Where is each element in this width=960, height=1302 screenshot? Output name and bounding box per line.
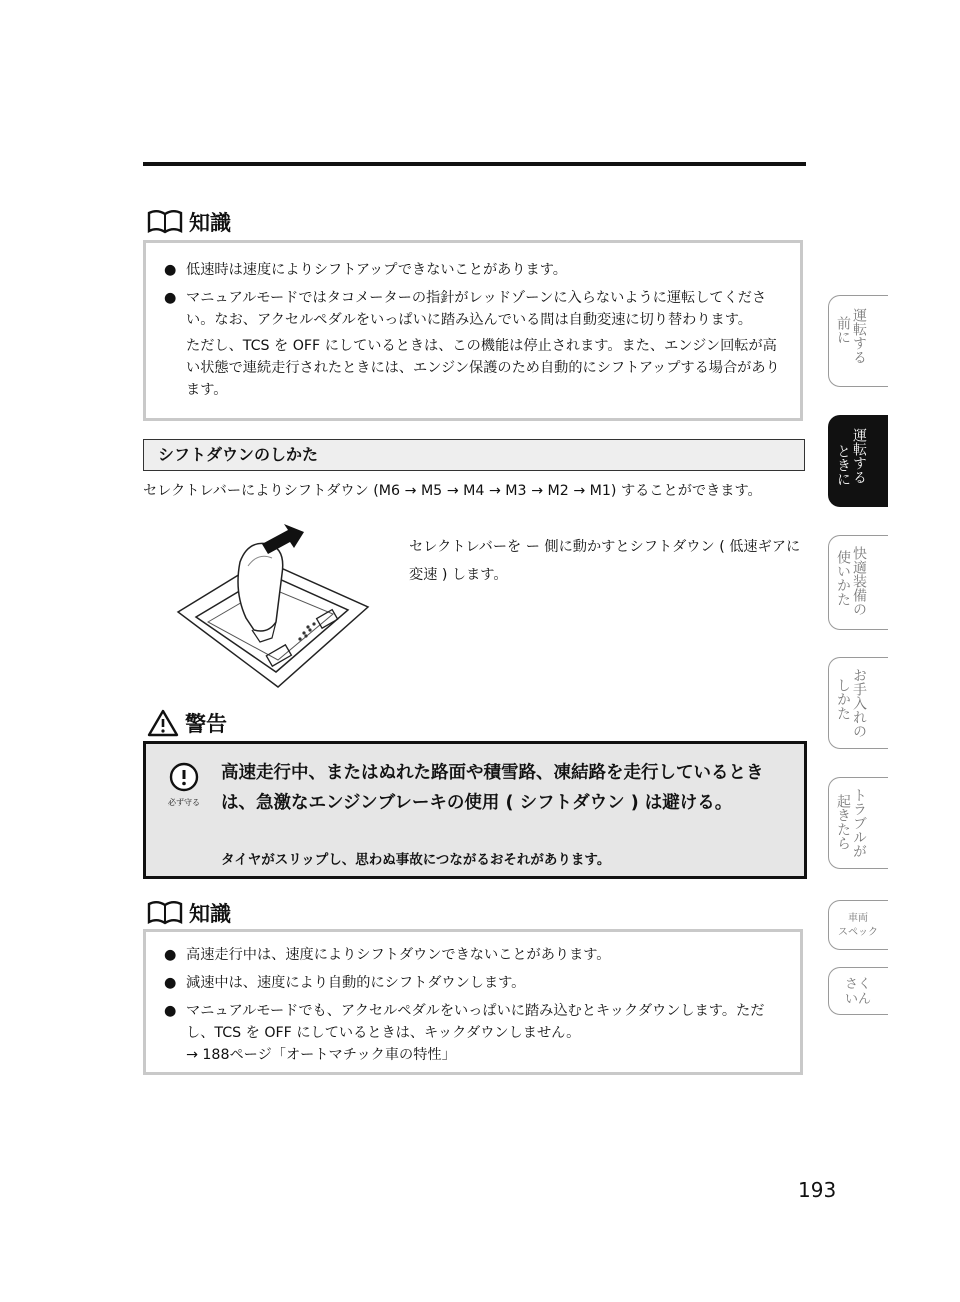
list-item: ● マニュアルモードでも、アクセルペダルをいっぱいに踏み込むとキックダウンします。ただし、TCS を OFF にしているときは、キックダウンしません。 → 188ページ「オートマチック車の特性」: [154, 1000, 784, 1066]
section-title: シフトダウンのしかた: [143, 439, 805, 471]
top-rule: [143, 162, 806, 166]
must-follow-label: 必ず守る: [168, 798, 200, 807]
list-item: ● 高速走行中は、速度によりシフトダウンできないことがあります。: [164, 947, 611, 963]
knowledge-heading-text: 知識: [189, 211, 231, 235]
figure-caption: セレクトレバーを ー 側に動かすとシフトダウン ( 低速ギアに変速 ) します。: [409, 539, 801, 583]
tab-index[interactable]: さく いん: [828, 967, 888, 1015]
warning-box: [143, 741, 807, 879]
tab-vehicle-specs[interactable]: 車両 スペック: [828, 900, 888, 950]
tab-while-driving[interactable]: 運転する ときに: [828, 415, 888, 507]
page-number: 193: [798, 1178, 837, 1202]
select-lever-illustration: [168, 522, 378, 700]
warning-heading: [147, 708, 227, 738]
book-icon: [147, 209, 183, 235]
knowledge-box-2: [143, 929, 803, 1075]
warning-main-text: 高速走行中、またはぬれた路面や積雪路、凍結路を走行しているときは、急激なエンジンブレーキの使用 ( シフトダウン ) は避ける。: [221, 763, 764, 813]
knowledge-heading-2: [147, 898, 231, 928]
knowledge-heading-1: [147, 207, 231, 237]
list-item: ● 減速中は、速度により自動的にシフトダウンします。: [164, 975, 526, 991]
exclamation-circle-icon: [169, 762, 199, 792]
warning-sub-text: タイヤがスリップし、思わぬ事故につながるおそれがあります。: [221, 852, 611, 868]
warning-heading-text: 警告: [185, 712, 227, 736]
warning-triangle-icon: [147, 709, 179, 737]
tab-troubleshooting[interactable]: トラブルが 起きたら: [828, 777, 888, 869]
page-reference: → 188ページ「オートマチック車の特性」: [186, 1047, 456, 1063]
knowledge-heading-text: 知識: [189, 902, 231, 926]
list-item: ● マニュアルモードではタコメーターの指針がレッドゾーンに入らないように運転してください。なお、アクセルペダルをいっぱいに踏み込んでいる間は自動変速に切り替わります。 ただし、TCS を OFF にしているときは、この機能は停止されます。また、エンジン回転が高い状態で連続走行されたときには、エンジン保護のため自動的にシフトアップする場合があります。: [154, 287, 784, 401]
list-item: ● 低速時は速度によりシフトアップできないことがあります。: [164, 262, 567, 278]
must-follow-badge: [164, 762, 204, 808]
book-icon: [147, 900, 183, 926]
section-body: セレクトレバーによりシフトダウン (M6 → M5 → M4 → M3 → M2 → M1) することができます。: [143, 483, 762, 499]
tab-comfort-equipment[interactable]: 快適装備の 使いかた: [828, 535, 888, 630]
tab-before-driving[interactable]: 運転する 前に: [828, 295, 888, 387]
list-item-continuation: ただし、TCS を OFF にしているときは、この機能は停止されます。また、エンジン回転が高い状態で連続走行されたときには、エンジン保護のため自動的にシフトアップする場合があります。: [186, 338, 780, 398]
tab-maintenance[interactable]: お手入れの しかた: [828, 657, 888, 749]
knowledge-box-1: [143, 240, 803, 421]
